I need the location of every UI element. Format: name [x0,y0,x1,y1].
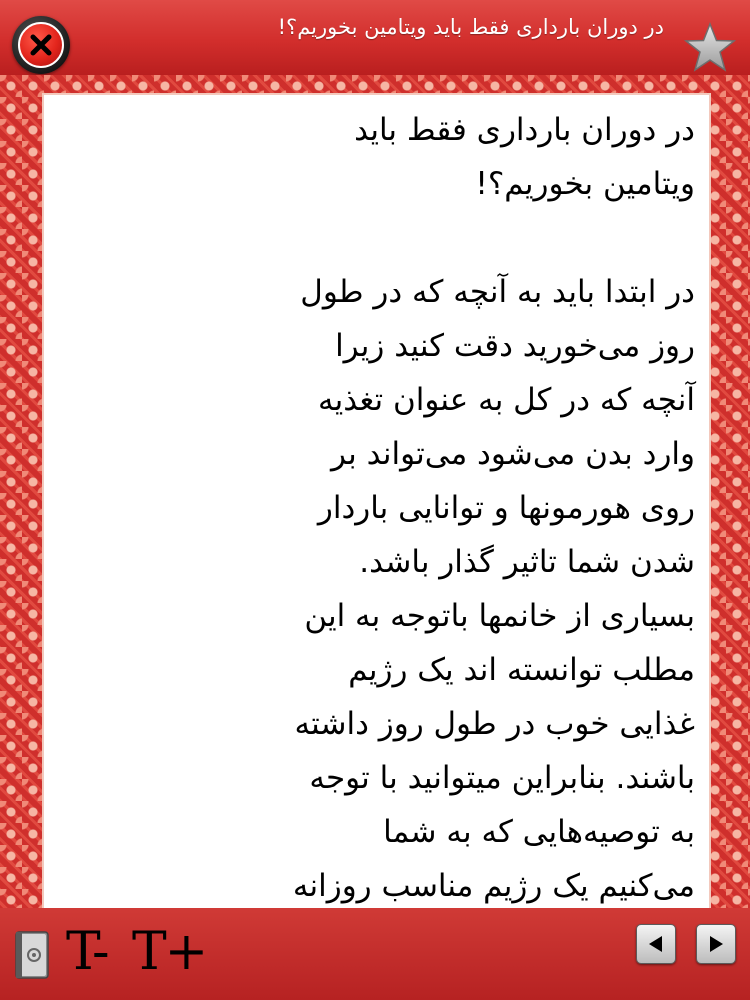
article-line: به توصیه‌هایی که به شما [383,814,695,850]
page-title: در دوران بارداری فقط باید ویتامین بخوریم؟! [277,15,664,39]
article-line: بسیاری از خانمها باتوجه به این [304,598,695,634]
previous-page-button[interactable] [636,924,676,964]
paragraph-gap [175,211,695,265]
font-decrease-button[interactable]: T- [66,922,108,982]
article-line: روی هورمونها و توانایی باردار [317,490,695,526]
article-page[interactable] [44,95,709,910]
star-icon[interactable] [684,22,736,74]
article-line: مطلب توانسته اند یک رژیم [348,652,695,688]
article-heading-line: در دوران بارداری فقط باید [354,112,695,148]
article-line: باشند. بنابراین میتوانید با توجه [309,760,695,796]
article-line: غذایی خوب در طول روز داشته [294,706,695,742]
triangle-left-icon [646,934,666,954]
article-line: شدن شما تاثیر گذار باشد. [359,544,695,580]
close-button[interactable] [12,16,70,74]
article-line: آنچه که در کل به عنوان تغذیه [318,382,695,418]
triangle-right-icon [706,934,726,954]
article-line: در ابتدا باید به آنچه که در طول [300,274,695,310]
article-line: می‌کنیم یک رژیم مناسب روزانه [292,868,695,904]
next-page-button[interactable] [696,924,736,964]
article-line: وارد بدن می‌شود می‌تواند بر [330,436,695,472]
font-increase-button[interactable]: T+ [132,922,207,982]
article-heading-line: ویتامین بخوریم؟! [475,166,695,202]
article-line: روز می‌خورید دقت کنید زیرا [335,328,695,364]
book-icon[interactable] [14,930,52,980]
article-text [175,103,695,910]
close-x-icon [25,29,57,61]
top-bar [0,0,750,76]
